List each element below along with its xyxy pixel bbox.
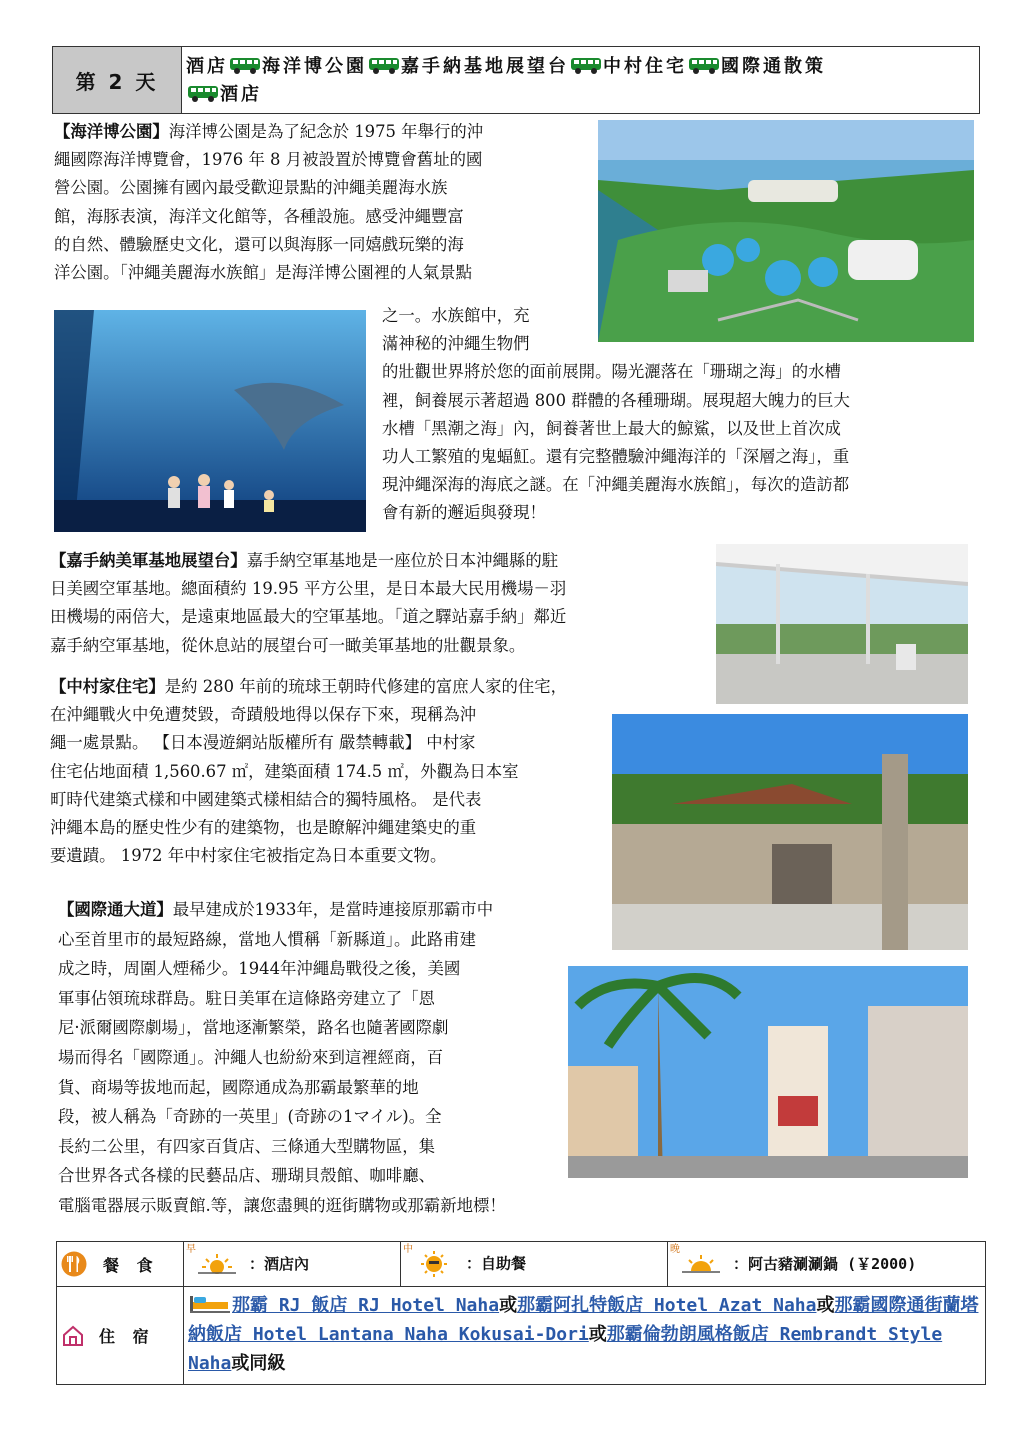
paragraph-line: 電腦電器展示販賣館.等，讓您盡興的逛街購物或那霸新地標！ (58, 1195, 506, 1215)
or-text: 或 (499, 1295, 518, 1316)
bus-icon (229, 55, 261, 75)
house-icon (61, 1324, 85, 1348)
meals-lodging-table (56, 1241, 986, 1385)
ocean-park-section-cont (382, 302, 972, 528)
paragraph-line: 成之時，周圍人煙稀少。1944年沖繩島戰役之後，美國 (58, 959, 461, 979)
paragraph-line: 的壯觀世界將於您的面前展開。陽光灑落在「珊瑚之海」的水槽 (382, 362, 841, 382)
paragraph-line: 合世界各式各樣的民藝品店、珊瑚貝殼館、咖啡廳、 (58, 1166, 435, 1186)
paragraph-line: 營公園。公園擁有國內最受歡迎景點的沖繩美麗海水族 (54, 178, 448, 198)
lodging-row (57, 1287, 986, 1385)
route-stop: 中村住宅 (603, 56, 687, 77)
hotel-option: 那霸倫勃朗風格飯店 Rembrandt Style Naha (188, 1324, 943, 1374)
section-title: 【國際通大道】 (58, 900, 173, 919)
fork-knife-icon (61, 1251, 87, 1277)
kadena-section (50, 547, 710, 660)
paragraph-line: 會有新的邂逅與發現！ (382, 503, 546, 523)
paragraph-line: 心至首里市的最短路線，當地人慣稱「新縣道」。此路甫建 (58, 929, 476, 949)
paragraph-line: 功人工繁殖的鬼蝠魟。還有完整體驗沖繩海洋的「深層之海」，重 (382, 447, 850, 467)
hotel-option: 那霸阿扎特飯店 Hotel Azat Naha (517, 1295, 817, 1316)
lodging-label-cell (57, 1287, 184, 1385)
paragraph-line: 貨、商場等拔地而起，國際通成為那霸最繁華的地 (58, 1077, 419, 1097)
sun-icon (678, 1253, 724, 1275)
nakamura-house-photo (612, 714, 968, 950)
sun-icon (411, 1251, 457, 1277)
paragraph-line: 滿神秘的沖繩生物們 (382, 334, 530, 354)
paragraph-line: 尼·派爾國際劇場」，當地逐漸繁榮，路名也隨著國際劇 (58, 1018, 449, 1038)
paragraph-line: 日美國空軍基地。總面積約 19.95 平方公里，是日本最大民用機場－羽 (50, 579, 567, 599)
dinner-tag: 晚 (670, 1244, 680, 1255)
dinner-value: ：阿古豬涮涮鍋 (￥2000) (733, 1254, 917, 1273)
section-title: 【嘉手納美軍基地展望台】 (50, 551, 247, 570)
paragraph-line: 之一。水族館中，充 (382, 306, 530, 325)
route-stop: 海洋博公園 (262, 56, 367, 77)
paragraph-line: 町時代建築式樣和中國建築式樣相結合的獨特風格。 是代表 (50, 789, 482, 809)
paragraph-line: 長約二公里，有四家百貨店、三條通大型購物區，集 (58, 1136, 435, 1156)
bus-icon (187, 83, 219, 103)
route-line (182, 47, 979, 113)
paragraph-line: 現沖繩深海的海底之謎。在「沖繩美麗海水族館」，每次的造訪都 (382, 475, 850, 495)
hotel-option: 那霸國際通街蘭塔納飯店 Hotel Lantana Naha Kokusai-Dori (188, 1295, 979, 1345)
nakamura-section (50, 673, 610, 870)
paragraph-line: 繩一處景點。 【日本漫遊網站版權所有 嚴禁轉載】 中村家 (50, 733, 476, 753)
section-title: 【中村家住宅】 (50, 677, 165, 696)
section-title: 【海洋博公園】 (54, 122, 169, 141)
route-stop: 國際通散策 (721, 56, 826, 77)
hotel-option: 那霸 RJ 飯店 RJ Hotel Naha (232, 1295, 500, 1316)
bus-icon (368, 55, 400, 75)
paragraph-line: 水槽「黑潮之海」內，飼養著世上最大的鯨鯊，以及世上首次成 (382, 418, 841, 438)
bed-icon (188, 1292, 232, 1314)
meals-label-cell (57, 1242, 184, 1287)
route-stop: 酒店 (186, 56, 228, 77)
or-text: 或同級 (231, 1353, 286, 1374)
paragraph-line: 嘉手納空軍基地是一座位於日本沖繩縣的駐 (246, 551, 559, 570)
paragraph-line: 海洋博公園是為了紀念於 1975 年舉行的沖 (168, 122, 484, 141)
dinner-cell (668, 1242, 986, 1287)
breakfast-cell (184, 1242, 401, 1287)
bus-icon (688, 55, 720, 75)
route-stop: 酒店 (220, 84, 262, 105)
paragraph-line: 沖繩本島的歷史性少有的建築物，也是瞭解沖繩建築史的重 (50, 818, 477, 838)
lunch-value: ：自助餐 (466, 1254, 527, 1273)
or-text: 或 (816, 1295, 835, 1316)
paragraph-line: 場而得名「國際通」。沖繩人也紛紛來到這裡經商，百 (58, 1047, 444, 1067)
paragraph-line: 住宅佔地面積 1,560.67 ㎡，建築面積 174.5 ㎡，外觀為日本室 (50, 761, 519, 781)
day-label: 第 2 天 (53, 47, 182, 113)
paragraph-line: 田機場的兩倍大，是遠東地區最大的空軍基地。「道之驛站嘉手納」鄰近 (50, 607, 567, 627)
ocean-park-section (54, 118, 594, 287)
paragraph-line: 在沖繩戰火中免遭焚毀，奇蹟般地得以保存下來，現稱為沖 (50, 705, 477, 725)
itinerary-header (52, 46, 980, 114)
aquarium-manta-photo (54, 310, 366, 532)
paragraph-line: 段，被人稱為「奇跡的一英里」(奇跡の1マイル)。全 (58, 1107, 442, 1127)
breakfast-tag: 早 (186, 1244, 196, 1255)
lunch-tag: 中 (403, 1244, 413, 1255)
bus-icon (570, 55, 602, 75)
paragraph-line: 的自然、體驗歷史文化，還可以與海豚一同嬉戲玩樂的海 (54, 234, 464, 254)
meals-row (57, 1242, 986, 1287)
or-text: 或 (588, 1324, 607, 1345)
paragraph-line: 軍事佔領琉球群島。駐日美軍在這條路旁建立了「恩 (58, 988, 435, 1008)
lunch-cell (401, 1242, 668, 1287)
kadena-observation-deck-photo (716, 544, 968, 704)
paragraph-line: 要遺蹟。 1972 年中村家住宅被指定為日本重要文物。 (50, 846, 447, 866)
hotel-list-cell (184, 1287, 986, 1385)
paragraph-line: 嘉手納空軍基地，從休息站的展望台可一瞰美軍基地的壯觀景象。 (50, 635, 526, 655)
breakfast-value: ：酒店內 (249, 1254, 310, 1273)
paragraph-line: 洋公園。「沖繩美麗海水族館」是海洋博公園裡的人氣景點 (54, 263, 472, 283)
paragraph-line: 館，海豚表演，海洋文化館等，各種設施。感受沖繩豐富 (54, 206, 464, 226)
paragraph-line: 繩國際海洋博覽會，1976 年 8 月被設置於博覽會舊址的國 (54, 150, 483, 170)
paragraph-line: 裡，飼養展示著超過 800 群體的各種珊瑚。展現超大魄力的巨大 (382, 390, 850, 410)
paragraph-line: 是約 280 年前的琉球王朝時代修建的富庶人家的住宅， (164, 677, 568, 696)
kokusai-section (58, 895, 638, 1221)
paragraph-line: 最早建成於1933年，是當時連接原那霸市中 (172, 900, 494, 919)
lodging-label: 住 宿 (99, 1327, 155, 1346)
meals-label: 餐 食 (103, 1255, 159, 1275)
sun-icon (194, 1253, 240, 1275)
route-stop: 嘉手納基地展望台 (401, 56, 569, 77)
